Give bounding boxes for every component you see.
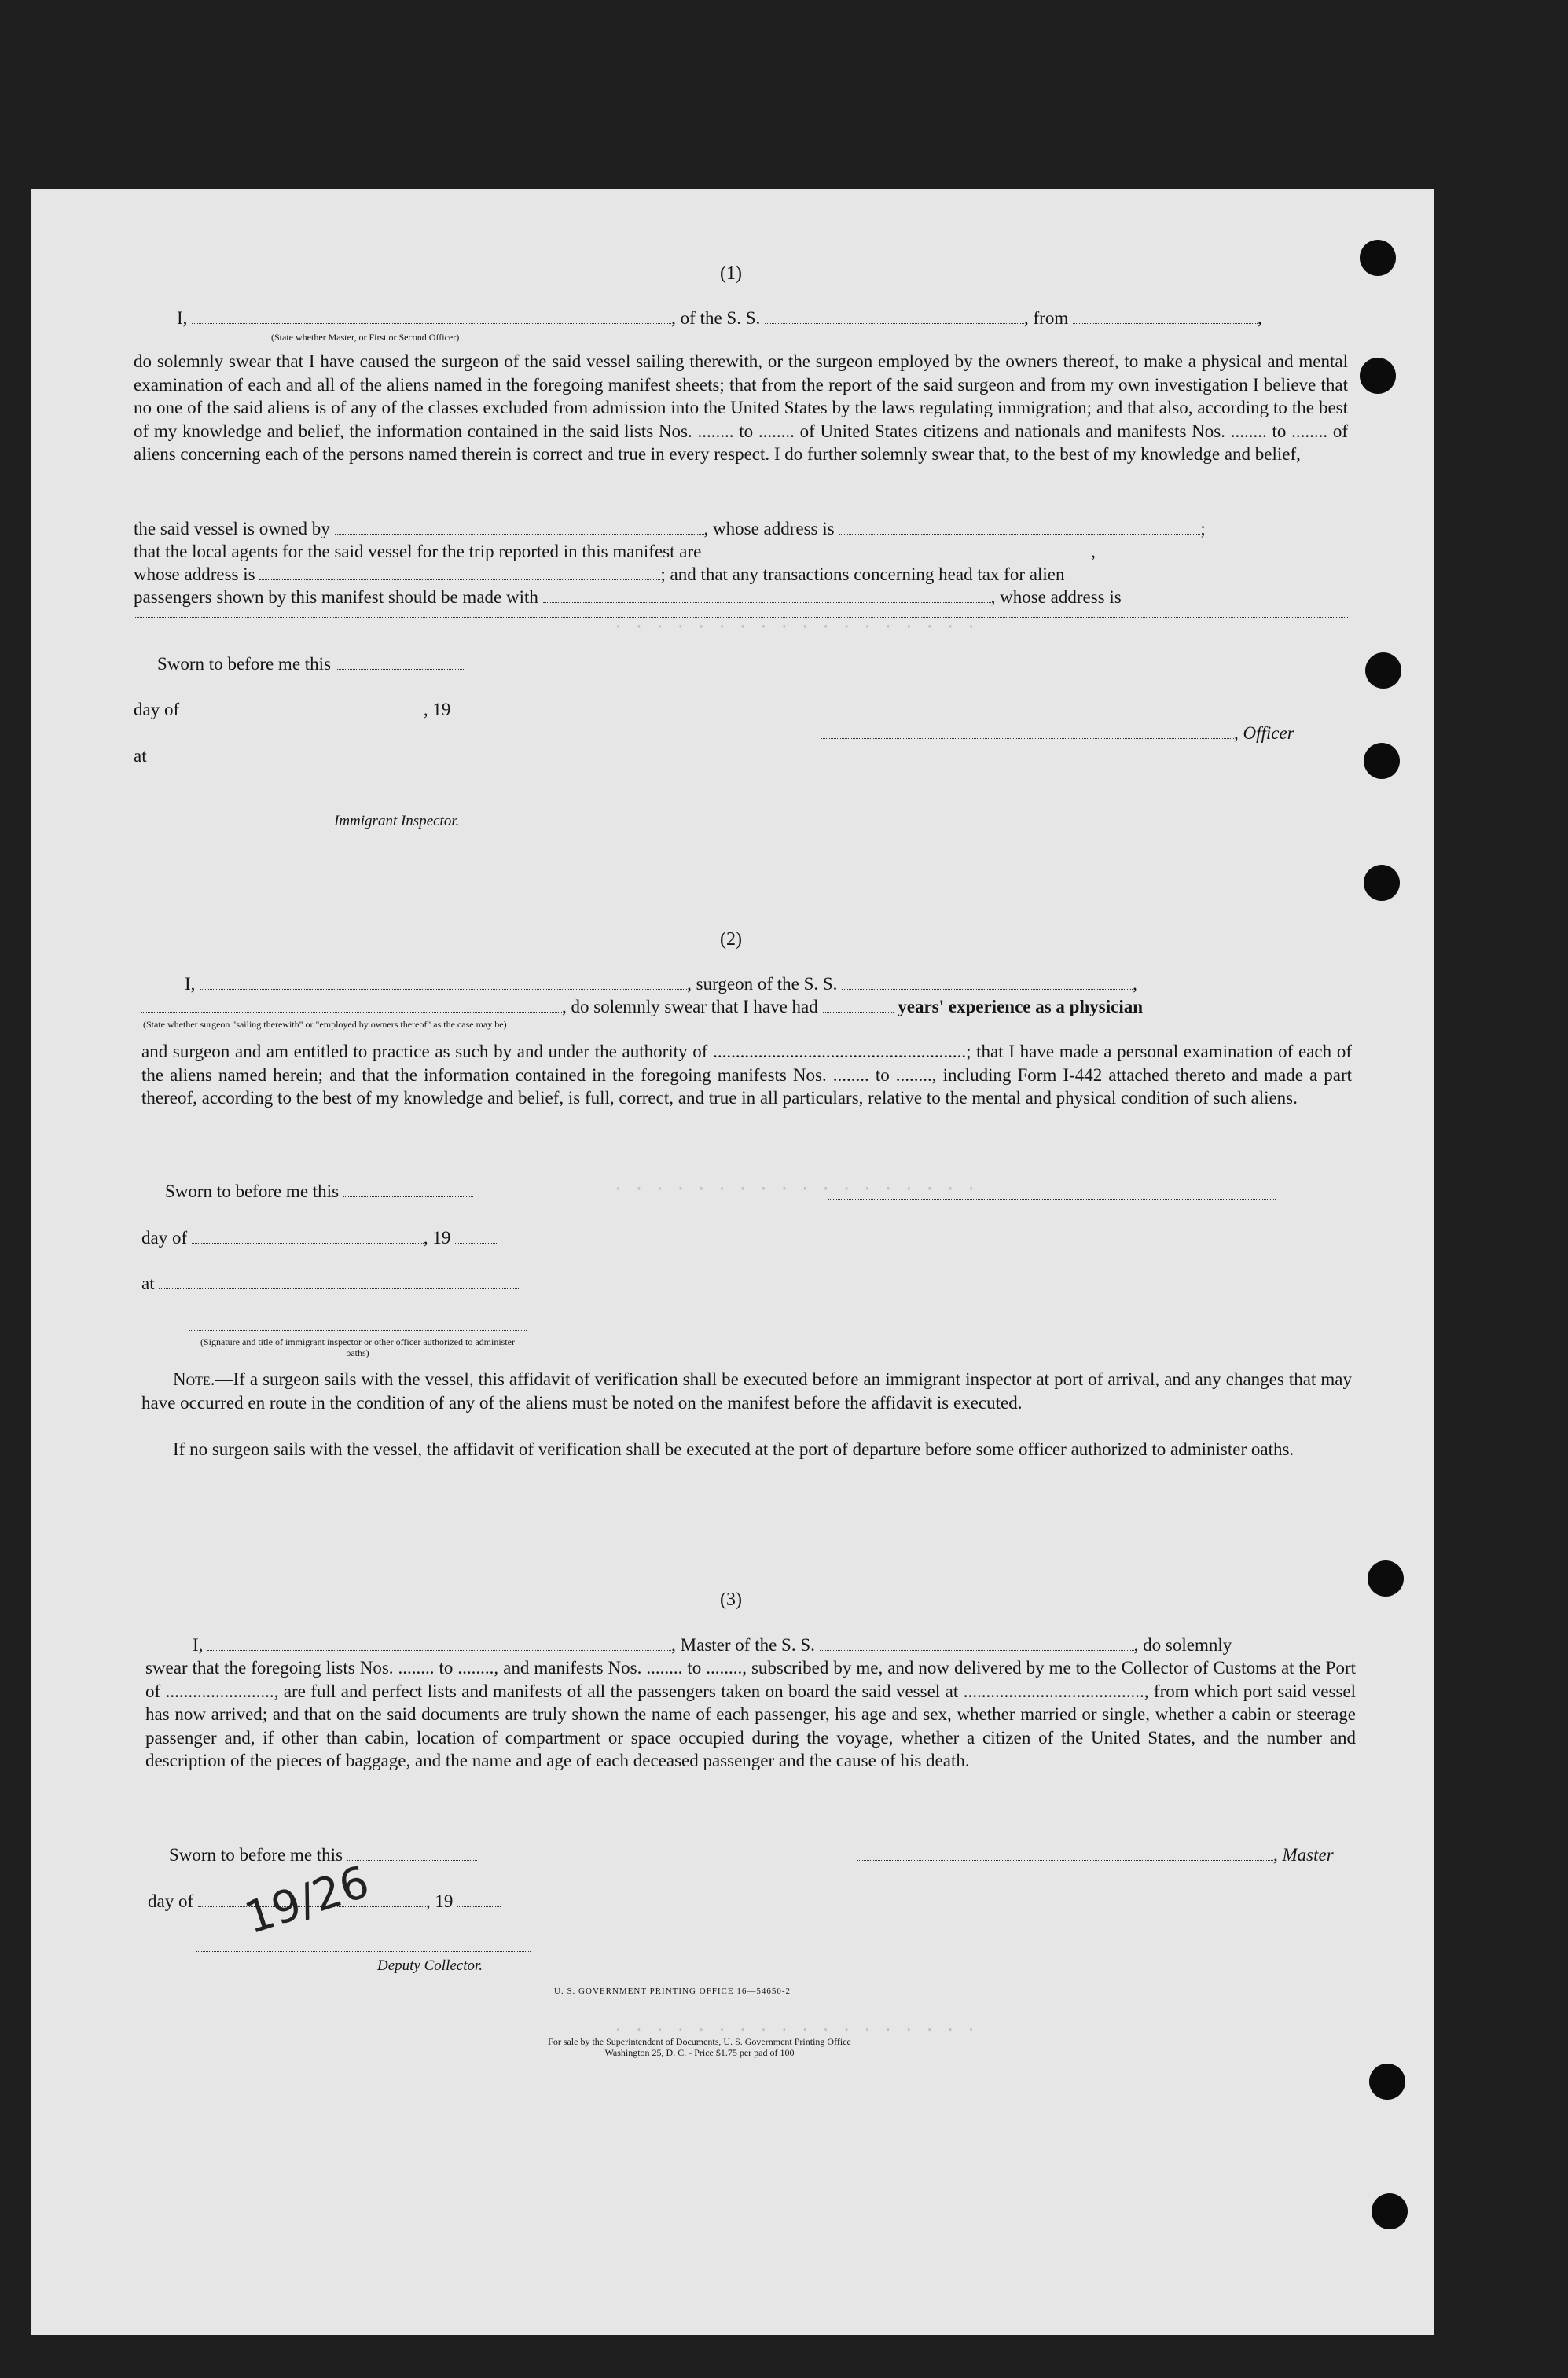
month-field[interactable] — [192, 1227, 424, 1244]
punch-hole — [1360, 358, 1396, 394]
section1-line1: I, , of the S. S. , from , — [177, 308, 1262, 328]
sworn-date-field[interactable] — [347, 1844, 477, 1861]
from-port-field[interactable] — [1073, 307, 1258, 324]
year-field[interactable] — [455, 1227, 498, 1244]
punch-hole — [1360, 240, 1396, 276]
section3-paragraph: swear that the foregoing lists Nos. ........ to ........, and manifests Nos. ........ to ........, subscribed by me, and now delivered by me to the Collector of Customs at the Port of ........................, are full and perfect lists and manifests of all the passengers taken on board the said vessel at ........................................, from which port said vessel has now arrived; and that on the said documents are truly shown the name of each passenger, his age and sex, whether married or single, whether a cabin or steerage passenger and, if other than cabin, location of compartment or space occupied during the voyage, whether a citizen of the United States, and the number and description of the pieces of baggage, and the name and age of each deceased passenger and the cause of his death. — [145, 1658, 1356, 1770]
year-field[interactable] — [457, 1891, 501, 1907]
agents-address-line: whose address is ; and that any transactions concerning head tax for alien — [134, 564, 1065, 584]
bleed-through: · · · · · · · · · · · · · · · · · · — [613, 617, 977, 637]
bleed-through: · · · · · · · · · · · · · · · · · · — [613, 1179, 977, 1199]
section1-paragraph: do solemnly swear that I have caused the surgeon of the said vessel sailing therewith, or the surgeon employed by the owners thereof, to make a physical and mental examination of each and all of the aliens named in the foregoing manifest sheets; that from the report of the said surgeon and from my own investigation I believe that no one of the said aliens is of any of the classes excluded from admission into the United States by the laws regulating immigration; and that also, according to the best of my knowledge and belief, the information contained in the said lists Nos. ........ to ........ of United States citizens and nationals and manifests Nos. ........ to ........ of aliens concerning each of the persons named therein is correct and true in every respect. I do further solemnly swear that, to the best of my knowledge and belief, — [134, 351, 1348, 464]
punch-hole — [1369, 2064, 1405, 2100]
sworn-line: Sworn to before me this — [169, 1843, 477, 1867]
officer-rank-note: (State whether Master, or First or Second Officer) — [271, 332, 460, 343]
master-name-field[interactable] — [207, 1634, 671, 1651]
sworn-date-field[interactable] — [336, 653, 465, 670]
officer-signature-field[interactable] — [821, 722, 1234, 739]
master-signature-line: , Master — [857, 1843, 1334, 1867]
head-tax-contact-field[interactable] — [543, 586, 991, 603]
section2-line2: , do solemnly swear that I have had years' experience as a physician — [141, 995, 1143, 1019]
sworn-line: Sworn to before me this — [157, 652, 465, 676]
day-of-line: day of , 19 — [141, 1226, 498, 1250]
section2-line1: I, , surgeon of the S. S. , — [185, 974, 1137, 994]
section-number: (2) — [720, 929, 742, 950]
passengers-line: passengers shown by this manifest should be made with , whose address is — [134, 587, 1122, 607]
handwritten-date: 19/26 — [238, 1856, 376, 1945]
bleed-through: · · · · · · · · · · · · · · · · · · — [613, 2020, 977, 2040]
section-number: (3) — [720, 1590, 742, 1610]
punch-hole — [1365, 652, 1401, 689]
surgeon-note2: If no surgeon sails with the vessel, the affidavit of verification shall be executed at the port of departure before some officer authorized to administer oaths. — [173, 1439, 1294, 1459]
surgeon-name-field[interactable] — [200, 973, 687, 990]
manifest-page — [31, 189, 1434, 2335]
surgeon-signature-rule[interactable] — [828, 1199, 1276, 1200]
at-line: at — [141, 1272, 520, 1296]
section2-paragraph: and surgeon and am entitled to practice as such by and under the authority of ........................................................; that I have made a personal examination of each of the aliens named herein; and that the information contained in the foregoing manifests Nos. ........ to ........, including Form I-442 attached thereto and made a part thereof, according to the best of my knowledge and belief, is full, correct, and true in all particulars, relative to the mental and physical condition of such aliens. — [141, 1042, 1352, 1108]
vessel-name-field[interactable] — [765, 307, 1024, 324]
divider-rule — [134, 617, 1348, 618]
section-number: (1) — [720, 263, 742, 284]
sworn-line: Sworn to before me this — [165, 1180, 473, 1204]
agents-address-field[interactable] — [259, 564, 660, 580]
owner-field[interactable] — [335, 518, 704, 535]
master-signature-field[interactable] — [857, 1844, 1273, 1861]
punch-hole — [1364, 865, 1400, 901]
owned-by-line: the said vessel is owned by , whose address is ; — [134, 519, 1206, 538]
place-field[interactable] — [159, 1273, 520, 1289]
surgeon-status-note: (State whether surgeon "sailing therewith" or "employed by owners thereof" as the case may be) — [143, 1019, 507, 1030]
surgeon-status-field[interactable] — [141, 996, 562, 1013]
day-of-line: day of , 19 — [134, 698, 498, 722]
officer-signature-line: , Officer — [821, 722, 1294, 745]
footer-sale-note: For sale by the Superintendent of Documents, U. S. Government Printing Office Washington 25, D. C. - Price $1.75 per pad of 100 — [548, 2036, 851, 2058]
month-field[interactable] — [184, 699, 424, 715]
years-field[interactable] — [823, 996, 894, 1013]
punch-hole — [1364, 743, 1400, 779]
collector-label: Deputy Collector. — [377, 1957, 483, 1974]
surgeon-note: Note.—If a surgeon sails with the vessel, this affidavit of verification shall be executed before an immigrant inspector at port of arrival, and any changes that may have occurred en route in the condition of any of the aliens must be noted on the manifest before the affidavit is executed. — [141, 1369, 1352, 1413]
inspector-signature-rule[interactable] — [189, 1330, 527, 1331]
master-vessel-field[interactable] — [820, 1634, 1134, 1651]
day-of-line: day of , 19 — [148, 1890, 501, 1913]
section3-line1: I, , Master of the S. S. , do solemnly — [193, 1635, 1232, 1655]
at-line: at — [134, 746, 147, 766]
inspector-label: Immigrant Inspector. — [334, 813, 460, 829]
signature-note: (Signature and title of immigrant inspector or other officer authorized to administer oaths) — [200, 1336, 515, 1358]
sworn-date-field[interactable] — [343, 1181, 473, 1197]
collector-signature-rule[interactable] — [196, 1951, 531, 1952]
agents-line: that the local agents for the said vessel for the trip reported in this manifest are , — [134, 542, 1096, 561]
punch-hole — [1372, 2193, 1408, 2229]
year-field[interactable] — [455, 699, 498, 715]
gpo-imprint: U. S. GOVERNMENT PRINTING OFFICE 16—54650-2 — [554, 1987, 791, 1996]
owner-address-field[interactable] — [839, 518, 1200, 535]
surgeon-vessel-field[interactable] — [842, 973, 1133, 990]
punch-hole — [1368, 1560, 1404, 1597]
agents-field[interactable] — [706, 541, 1091, 557]
officer-name-field[interactable] — [192, 307, 671, 324]
